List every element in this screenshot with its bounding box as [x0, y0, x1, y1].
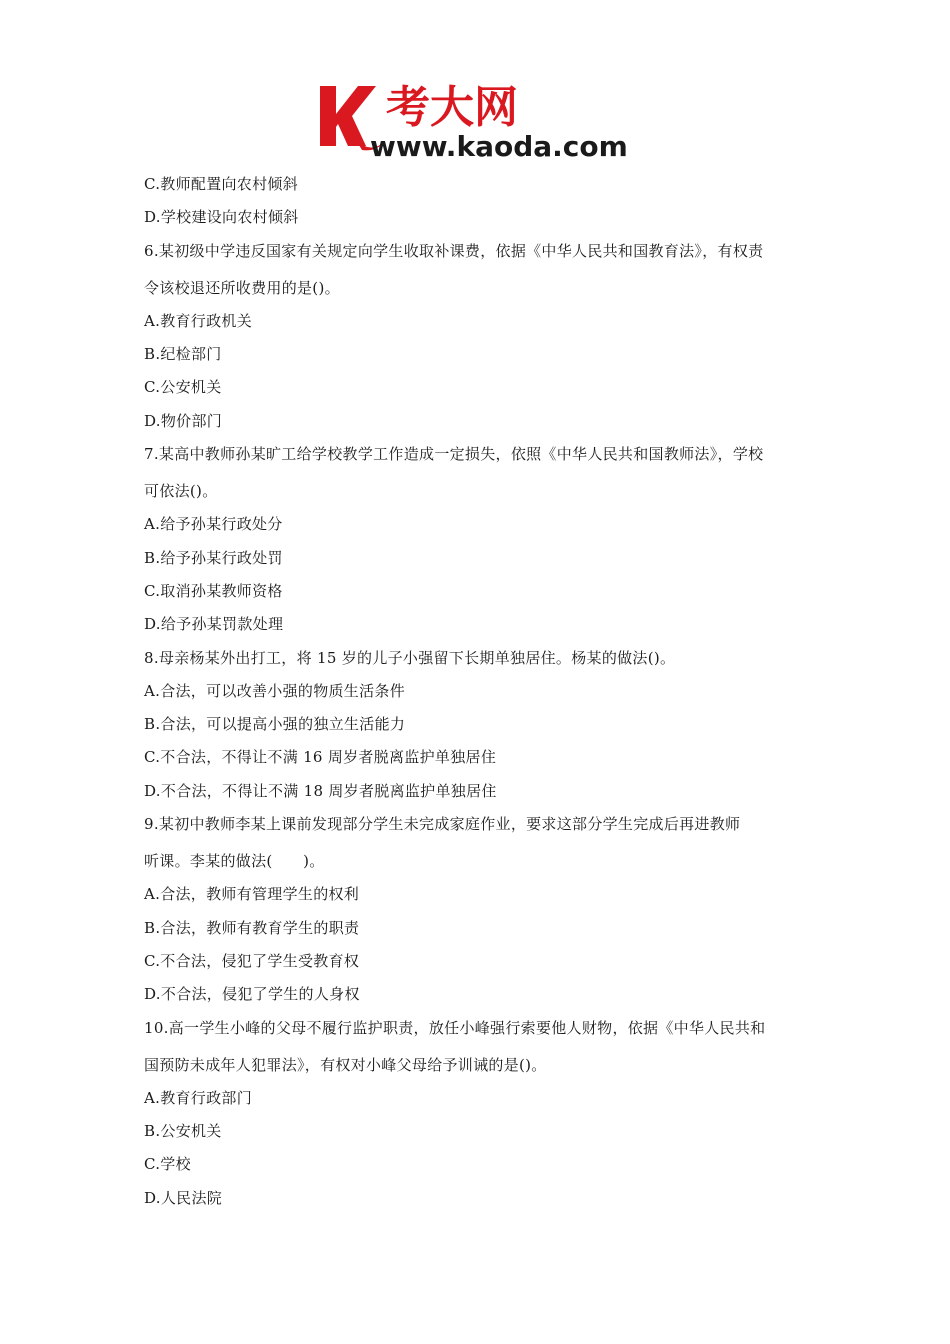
option-line: D.物价部门	[144, 411, 223, 430]
question-7-stem-cont: 可依法()。	[144, 482, 218, 501]
question-6-stem: 6.某初级中学违反国家有关规定向学生收取补课费，依据《中华人民共和国教育法》，有权责	[144, 241, 764, 260]
question-8-stem: 8.母亲杨某外出打工，将 15 岁的儿子小强留下长期单独居住。杨某的做法()。	[144, 648, 676, 667]
kaoda-logo	[318, 80, 638, 160]
option-line: C.公安机关	[144, 378, 222, 397]
logo-k-mark	[320, 86, 376, 146]
logo-url: www.kaoda.com	[370, 130, 628, 160]
option-line: B.合法，可以提高小强的独立生活能力	[144, 715, 406, 734]
option-line: C.不合法，不得让不满 16 周岁者脱离监护单独居住	[144, 748, 497, 767]
option-line: A.合法，教师有管理学生的权利	[144, 885, 360, 904]
option-line: D.学校建设向农村倾斜	[144, 208, 299, 227]
question-9-stem: 9.某初中教师李某上课前发现部分学生未完成家庭作业，要求这部分学生完成后再进教师	[144, 815, 741, 834]
option-line: C.学校	[144, 1155, 191, 1174]
option-line: B.合法，教师有教育学生的职责	[144, 918, 360, 937]
option-line: B.给予孙某行政处罚	[144, 548, 283, 567]
option-line: A.教育行政机关	[144, 311, 253, 330]
option-line: B.公安机关	[144, 1122, 222, 1141]
option-line: A.合法，可以改善小强的物质生活条件	[144, 681, 406, 700]
logo-brand-cn: 考大网	[386, 82, 518, 133]
question-10-stem-cont: 国预防未成年人犯罪法》，有权对小峰父母给予训诫的是()。	[144, 1055, 547, 1074]
option-line: B.纪检部门	[144, 345, 222, 364]
question-10-stem: 10.高一学生小峰的父母不履行监护职责，放任小峰强行索要他人财物，依据《中华人民共和	[144, 1018, 766, 1037]
kaoda-logo-graphic	[318, 80, 638, 160]
option-line: D.不合法，侵犯了学生的人身权	[144, 985, 360, 1004]
question-9-stem-cont: 听课。李某的做法( )。	[144, 852, 325, 871]
question-content	[144, 174, 814, 1221]
option-line: D.人民法院	[144, 1188, 223, 1207]
question-6-stem-cont: 令该校退还所收费用的是()。	[144, 278, 340, 297]
option-line: A.教育行政部门	[144, 1088, 253, 1107]
option-line: D.给予孙某罚款处理	[144, 615, 284, 634]
question-7-stem: 7.某高中教师孙某旷工给学校教学工作造成一定损失，依照《中华人民共和国教师法》，学校	[144, 445, 764, 464]
option-line: C.取消孙某教师资格	[144, 581, 283, 600]
option-line: D.不合法，不得让不满 18 周岁者脱离监护单独居住	[144, 781, 497, 800]
option-line: C.教师配置向农村倾斜	[144, 175, 299, 193]
option-line: A.给予孙某行政处分	[144, 515, 283, 534]
option-line: C.不合法，侵犯了学生受教育权	[144, 951, 360, 970]
